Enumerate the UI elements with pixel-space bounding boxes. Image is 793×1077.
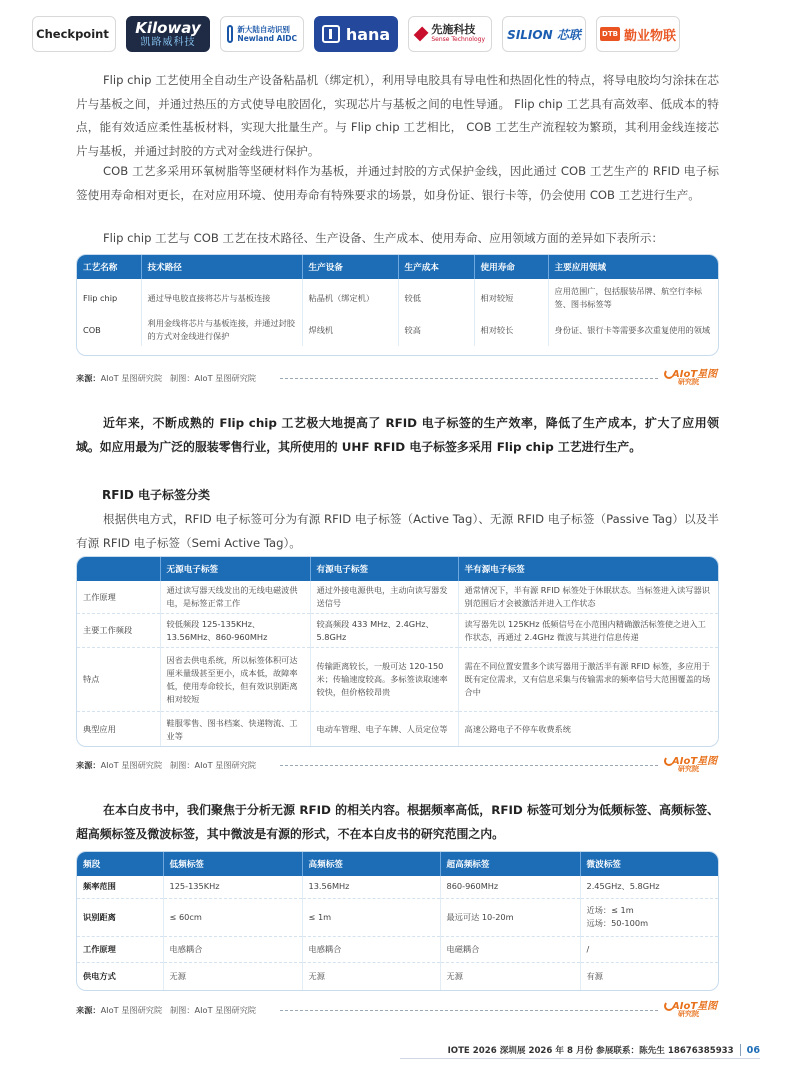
hana-mark-icon	[322, 25, 340, 43]
table-header-cell: 微波标签	[580, 852, 718, 876]
near-field-range: 近场：≤ 1m	[586, 905, 634, 915]
research-logo-bottom: 研究院	[678, 378, 699, 386]
table-cell: 特点	[77, 648, 160, 712]
research-logo-top: AIoT星图	[672, 1001, 718, 1012]
table-header-cell: 低频标签	[163, 852, 302, 876]
table-row	[77, 898, 718, 936]
table-cell: 身份证、银行卡等需要多次重复使用的领域	[554, 324, 711, 335]
table-cell: Flip chip	[77, 279, 141, 314]
paragraph-flip-chip-summary: 近年来，不断成熟的 Flip chip 工艺极大地提高了 RFID 电子标签的生产效率，降低了生产成本，扩大了应用领域。如应用最为广泛的服装零售行业，其所使用的 UHF RFID 电子标签多采用 Flip chip 工艺进行生产。	[76, 416, 719, 454]
made-org: AIoT 星图研究院	[194, 373, 257, 383]
paragraph-classification: 根据供电方式，RFID 电子标签可分为有源 RFID 电子标签（Active Tag）、无源 RFID 电子标签（Passive Tag）以及半有源 RFID 电子标签（Semi Active Tag）。	[76, 512, 719, 550]
silion-logo	[502, 16, 586, 52]
table-header-row	[77, 255, 718, 279]
source-org: AIoT 星图研究院	[100, 373, 163, 383]
footer-separator	[740, 1044, 741, 1056]
paragraph-scope: 在本白皮书中，我们聚焦于分析无源 RFID 的相关内容。根据频率高低，RFID 标签可划分为低频标签、高频标签、超高频标签及微波标签，其中微波是有源的形式，不在本白皮书的研究范围之内。	[76, 803, 719, 841]
table-cell: 频率范围	[77, 876, 163, 898]
research-logo-top: AIoT星图	[672, 756, 718, 767]
table-cell: 2.45GHz、5.8GHz	[586, 881, 660, 892]
checkpoint-logo-text: Checkpoint	[36, 27, 109, 41]
research-institute-logo	[664, 752, 724, 776]
table-cell: 电感耦合	[302, 936, 440, 962]
table-row	[77, 962, 718, 990]
kiloway-logo-cn: 凯路威科技	[140, 36, 196, 48]
table-cell: 较高	[398, 314, 474, 346]
table-header-cell: 生产成本	[398, 255, 474, 279]
sense-logo-cn: 先施科技	[431, 23, 476, 37]
table-cell: 860-960MHz	[440, 876, 580, 898]
table-cell: 读写器先以 125KHz 低频信号在小范围内精确激活标签使之进入工作状态，再通过 2.4GHz 微波与其进行信息传递	[458, 614, 718, 648]
research-logo-bottom: 研究院	[678, 1010, 699, 1018]
table-row	[77, 614, 718, 648]
research-institute-logo	[664, 365, 724, 389]
table-cell: 13.56MHz	[302, 876, 440, 898]
table-cell: 传输距离较长，一般可达 120-150 米；传输速度较高。多标签读取速率较快，但价格较昂贵	[310, 648, 458, 712]
hana-logo-text: hana	[345, 24, 391, 44]
table-header-cell: 频段	[77, 852, 163, 876]
table-cell: 高速公路电子不停车收费系统	[458, 712, 718, 748]
table-cell: 电动车管理、电子车牌、人员定位等	[310, 712, 458, 748]
table-cell: 较高频段 433 MHz、2.4GHz、5.8GHz	[310, 614, 458, 648]
source-org: AIoT 星图研究院	[100, 1005, 163, 1015]
table-cell: 无源	[163, 962, 302, 990]
table-cell: 因省去供电系统，所以标签体积可达厘米量级甚至更小，成本低，故障率低，使用寿命较长，但有效识别距离相对较短	[160, 648, 310, 712]
table-header-row	[77, 852, 718, 876]
divider	[280, 765, 658, 766]
frequency-band-table	[76, 851, 719, 991]
newland-logo-en: Newland AIDC	[237, 34, 297, 43]
dtb-mark-icon: DTB	[600, 27, 620, 41]
source-label: 来源：	[76, 760, 101, 770]
table-header-cell: 无源电子标签	[160, 557, 310, 581]
table-row	[77, 712, 718, 748]
table-cell: 通过导电胶直接将芯片与基板连接	[141, 279, 302, 314]
table-header-cell: 使用寿命	[474, 255, 548, 279]
table-header-cell: 超高频标签	[440, 852, 580, 876]
made-org: AIoT 星图研究院	[194, 760, 257, 770]
section-title: RFID 电子标签分类	[102, 488, 211, 502]
table-row	[77, 314, 718, 346]
table-header-cell: 生产设备	[302, 255, 398, 279]
source-note-2	[76, 760, 256, 771]
footer-contact: IOTE 2026 深圳展 2026 年 8 月份 参展联系：陈先生 18676385933	[447, 1046, 734, 1056]
divider	[280, 1010, 658, 1011]
silion-logo-text: SILION 芯联	[507, 27, 581, 42]
table-cell: 需在不同位置安置多个读写器用于激活半有源 RFID 标签，多应用于既有定位需求，又有信息采集与传输需求的频率信号大范围覆盖的场合中	[458, 648, 718, 712]
table-cell: /	[580, 936, 718, 962]
table-cell: 电感耦合	[163, 936, 302, 962]
kiloway-logo	[126, 16, 210, 52]
table-row	[77, 648, 718, 712]
newland-logo	[220, 16, 304, 52]
checkpoint-mark-icon	[110, 29, 113, 40]
table-cell: 鞋服零售、图书档案、快递物流、工业等	[160, 712, 310, 748]
table-header-row	[77, 557, 718, 581]
table-cell: 工作原理	[77, 936, 163, 962]
table-header-cell: 工艺名称	[77, 255, 141, 279]
table-cell: 通过外接电源供电，主动向读写器发送信号	[310, 581, 458, 614]
table-header-cell: 高频标签	[302, 852, 440, 876]
table-cell: 利用金线将芯片与基板连接，并通过封胶的方式对金线进行保护	[141, 314, 302, 346]
dtb-logo	[596, 16, 680, 52]
table-cell: 识别距离	[77, 898, 163, 936]
hana-logo	[314, 16, 398, 52]
table-cell: 相对较长	[474, 314, 548, 346]
made-org: AIoT 星图研究院	[194, 1005, 257, 1015]
table-cell: 典型应用	[77, 712, 160, 748]
source-note-1	[76, 373, 256, 384]
source-label: 来源：	[76, 1005, 101, 1015]
dtb-logo-cn: 勤业物联	[623, 28, 676, 44]
power-type-table	[76, 556, 719, 747]
paragraph-flip-chip-intro: Flip chip 工艺使用全自动生产设备粘晶机（绑定机），利用导电胶具有导电性和热固化性的特点，将导电胶均匀涂抹在芯片与基板之间，并通过热压的方式使导电胶固化，实现芯片与基板之间的电性导通。 Flip chip 工艺具有高效率、低成本的特点，能有效适应柔性基板材料，实现大批量生产。与 Flip chip 工艺相比， COB 工艺生产流程较为繁琐，其利用金线连接芯片与基板，并通过封胶的方式对金线进行保护。	[76, 73, 719, 158]
newland-mark-icon	[227, 25, 233, 43]
table-cell: 通过读写器天线发出的无线电磁波供电，是标签正常工作	[160, 581, 310, 614]
table-cell: 粘晶机（绑定机）	[302, 279, 398, 314]
table-header-cell	[77, 557, 160, 581]
table-cell: 125-135KHz	[163, 876, 302, 898]
table-cell: 最远可达 10-20m	[440, 898, 580, 936]
table-cell	[580, 898, 718, 936]
table-header-cell: 主要应用领域	[548, 255, 718, 279]
checkpoint-logo	[32, 16, 116, 52]
table-cell: 相对较短	[474, 279, 548, 314]
table-cell: ≤ 60cm	[163, 898, 302, 936]
research-logo-bottom: 研究院	[678, 765, 699, 773]
table-header-cell: 有源电子标签	[310, 557, 458, 581]
page-footer	[448, 1043, 760, 1057]
made-label: 制图：	[169, 373, 195, 383]
table-cell: 电磁耦合	[440, 936, 580, 962]
research-institute-logo	[664, 997, 724, 1021]
paragraph-table-intro: Flip chip 工艺与 COB 工艺在技术路径、生产设备、生产成本、使用寿命、应用领域方面的差异如下表所示：	[103, 231, 664, 245]
table-cell: 工作原理	[77, 581, 160, 614]
divider	[280, 378, 658, 379]
process-comparison-table	[76, 254, 719, 356]
page-number: 06	[746, 1044, 760, 1056]
made-label: 制图：	[169, 1005, 195, 1015]
table-cell: 无源	[302, 962, 440, 990]
table-cell: 主要工作频段	[77, 614, 160, 648]
table-cell: ≤ 1m	[302, 898, 440, 936]
table-row	[77, 936, 718, 962]
source-org: AIoT 星图研究院	[100, 760, 163, 770]
sense-logo-en: Sense Technology	[431, 35, 485, 43]
research-logo-top: AIoT星图	[672, 369, 718, 380]
far-field-range: 远场：50-100m	[586, 918, 649, 928]
table-row	[77, 279, 718, 314]
table-cell: 通常情况下，半有源 RFID 标签处于休眠状态。当标签进入读写器识别范围后才会被激活并进入工作状态	[464, 585, 710, 608]
newland-logo-cn: 新大陆自动识别	[237, 24, 290, 34]
table-cell: 较低	[398, 279, 474, 314]
table-cell: 焊线机	[302, 314, 398, 346]
source-label: 来源：	[76, 373, 101, 383]
table-cell: 供电方式	[77, 962, 163, 990]
kiloway-logo-en: Kiloway	[135, 18, 201, 37]
table-cell: COB	[77, 314, 141, 346]
table-row	[77, 581, 718, 614]
table-cell: 较低频段 125-135KHz、13.56MHz、860-960MHz	[160, 614, 310, 648]
table-header-cell: 半有源电子标签	[458, 557, 718, 581]
table-cell: 应用范围广，包括服装吊牌、航空行李标签、图书标签等	[554, 286, 702, 309]
sense-logo	[408, 16, 492, 52]
paragraph-cob-intro: COB 工艺多采用环氧树脂等坚硬材料作为基板，并通过封胶的方式保护金线，因此通过 COB 工艺生产的 RFID 电子标签使用寿命相对更长，在对应用环境、使用寿命有特殊要求的场景，如身份证、银行卡等，仍会使用 COB 工艺进行生产。	[76, 164, 719, 202]
table-header-cell: 技术路径	[141, 255, 302, 279]
table-cell: 无源	[440, 962, 580, 990]
made-label: 制图：	[169, 760, 195, 770]
sense-mark-icon	[414, 26, 429, 41]
table-row	[77, 876, 718, 898]
partner-logo-bar	[32, 16, 680, 52]
source-note-3	[76, 1005, 256, 1016]
table-cell: 有源	[580, 962, 718, 990]
footer-divider	[400, 1058, 760, 1059]
